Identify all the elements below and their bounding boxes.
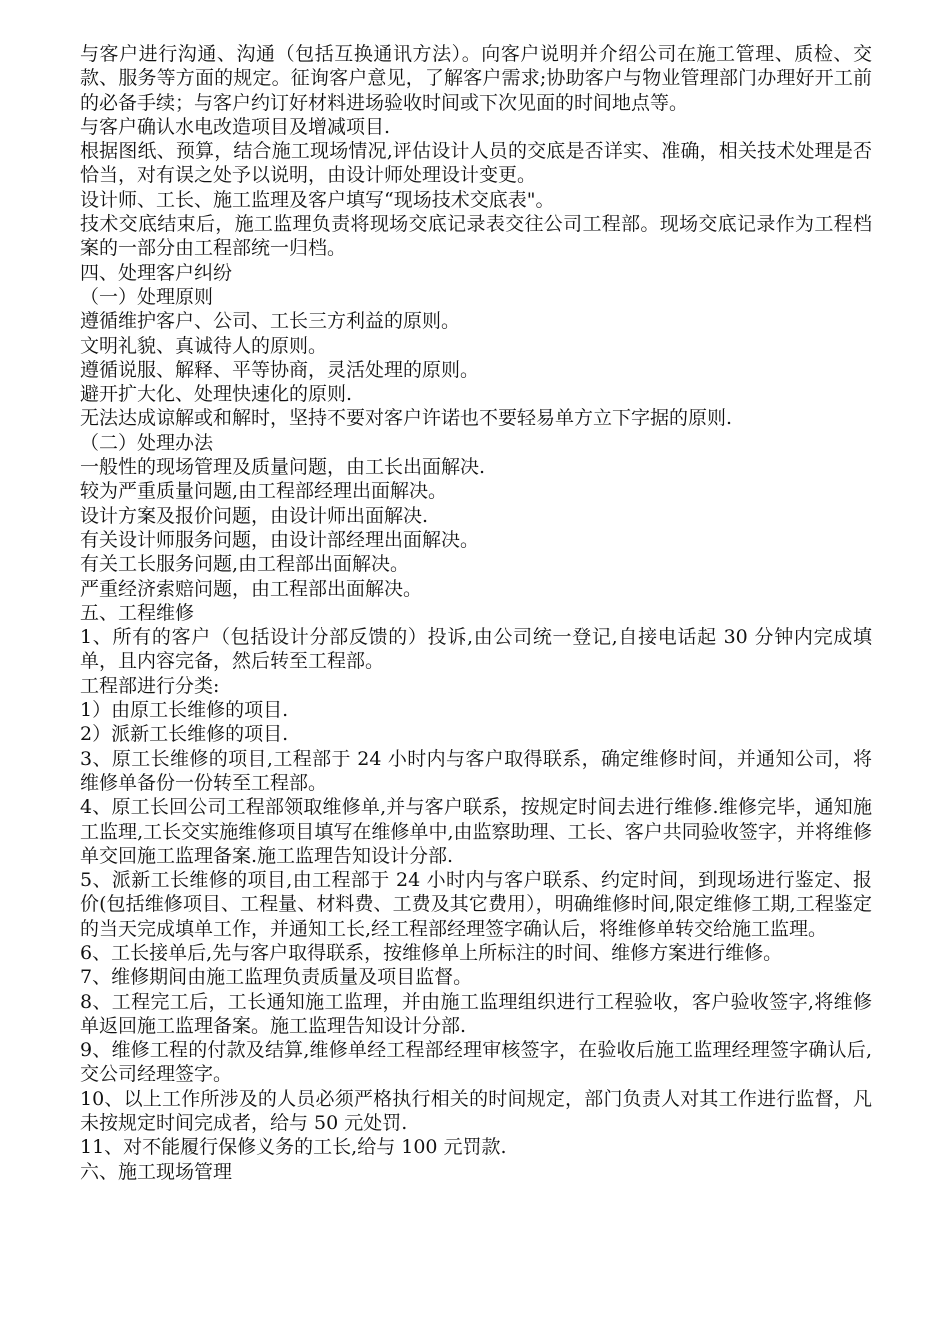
paragraph: 6、工长接单后,先与客户取得联系，按维修单上所标注的时间、维修方案进行维修。 [80,941,783,964]
paragraph: 避开扩大化、处理快速化的原则. [80,383,353,406]
paragraph: 设计师、工长、施工监理及客户填写“现场技术交底表"。 [80,188,555,211]
paragraph: 严重经济索赔问题，由工程部出面解决。 [80,577,423,600]
paragraph: 遵循维护客户、公司、工长三方利益的原则。 [80,310,461,333]
subsection-heading: （一）处理原则 [80,285,214,308]
paragraph: 10、以上工作所涉及的人员必须严格执行相关的时间规定，部门负责人对其工作进行监督，凡未按规定时间完成者，给与 50 元处罚. [80,1087,872,1135]
section-heading: 四、处理客户纠纷 [80,261,233,284]
paragraph: 4、原工长回公司工程部领取维修单,并与客户联系，按规定时间去进行维修.维修完毕，通知施工监理,工长交实施维修项目填写在维修单中,由监察助理、工长、客户共同验收签字，并将维修单交回施工监理备案.施工监理告知设计分部. [80,796,872,867]
document-body [80,42,872,1184]
paragraph: 有关工长服务问题,由工程部出面解决。 [80,553,410,576]
paragraph: 根据图纸、预算，结合施工现场情况,评估设计人员的交底是否详实、准确，相关技术处理是否恰当，对有误之处予以说明，由设计师处理设计变更。 [80,140,872,187]
paragraph: 无法达成谅解或和解时，坚持不要对客户许诺也不要轻易单方立下字据的原则. [80,407,733,430]
paragraph: 与客户进行沟通、沟通（包括互换通讯方法）。向客户说明并介绍公司在施工管理、质检、交款、服务等方面的规定。征询客户意见，了解客户需求;协助客户与物业管理部门办理好开工前的必备手续；与客户约订好材料进场验收时间或下次见面的时间地点等。 [80,43,872,114]
paragraph: 与客户确认水电改造项目及增减项目. [80,115,391,138]
paragraph: 9、维修工程的付款及结算,维修单经工程部经理审核签字，在验收后施工监理经理签字确认后,交公司经理签字。 [80,1039,872,1086]
paragraph: 11、对不能履行保修义务的工长,给与 100 元罚款. [80,1136,507,1159]
paragraph: 遵循说服、解释、平等协商，灵活处理的原则。 [80,358,480,381]
section-heading: 五、工程维修 [80,601,195,624]
paragraph: 3、原工长维修的项目,工程部于 24 小时内与客户取得联系，确定维修时间，并通知公司，将维修单备份一份转至工程部。 [80,747,872,794]
paragraph: 较为严重质量问题,由工程部经理出面解决。 [80,480,448,503]
paragraph: 1）由原工长维修的项目. [80,699,289,722]
paragraph: 有关设计师服务问题，由设计部经理出面解决。 [80,528,480,551]
section-heading: 六、施工现场管理 [80,1160,233,1183]
paragraph: 文明礼貌、真诚待人的原则。 [80,334,328,357]
paragraph: 5、派新工长维修的项目,由工程部于 24 小时内与客户联系、约定时间，到现场进行鉴定、报价(包括维修项目、工程量、材料费、工费及其它费用），明确维修时间,限定维修工期,工程鉴定的当天完成填单工作，并通知工长,经工程部经理签字确认后，将维修单转交给施工监理。 [80,869,872,940]
paragraph: 一般性的现场管理及质量问题，由工长出面解决. [80,456,486,479]
paragraph: 技术交底结束后，施工监理负责将现场交底记录表交往公司工程部。现场交底记录作为工程档案的一部分由工程部统一归档。 [80,213,872,260]
subsection-heading: （二）处理办法 [80,431,214,454]
paragraph: 1、所有的客户（包括设计分部反馈的）投诉,由公司统一登记,自接电话起 30 分钟内完成填单，且内容完备，然后转至工程部。 [80,626,872,673]
paragraph: 7、维修期间由施工监理负责质量及项目监督。 [80,966,473,989]
paragraph: 2）派新工长维修的项目. [80,723,289,746]
paragraph: 设计方案及报价问题，由设计师出面解决. [80,504,429,527]
paragraph: 工程部进行分类: [80,674,220,697]
paragraph: 8、工程完工后，工长通知施工监理，并由施工监理组织进行工程验收，客户验收签字,将维修单返回施工监理备案。施工监理告知设计分部. [80,990,872,1037]
